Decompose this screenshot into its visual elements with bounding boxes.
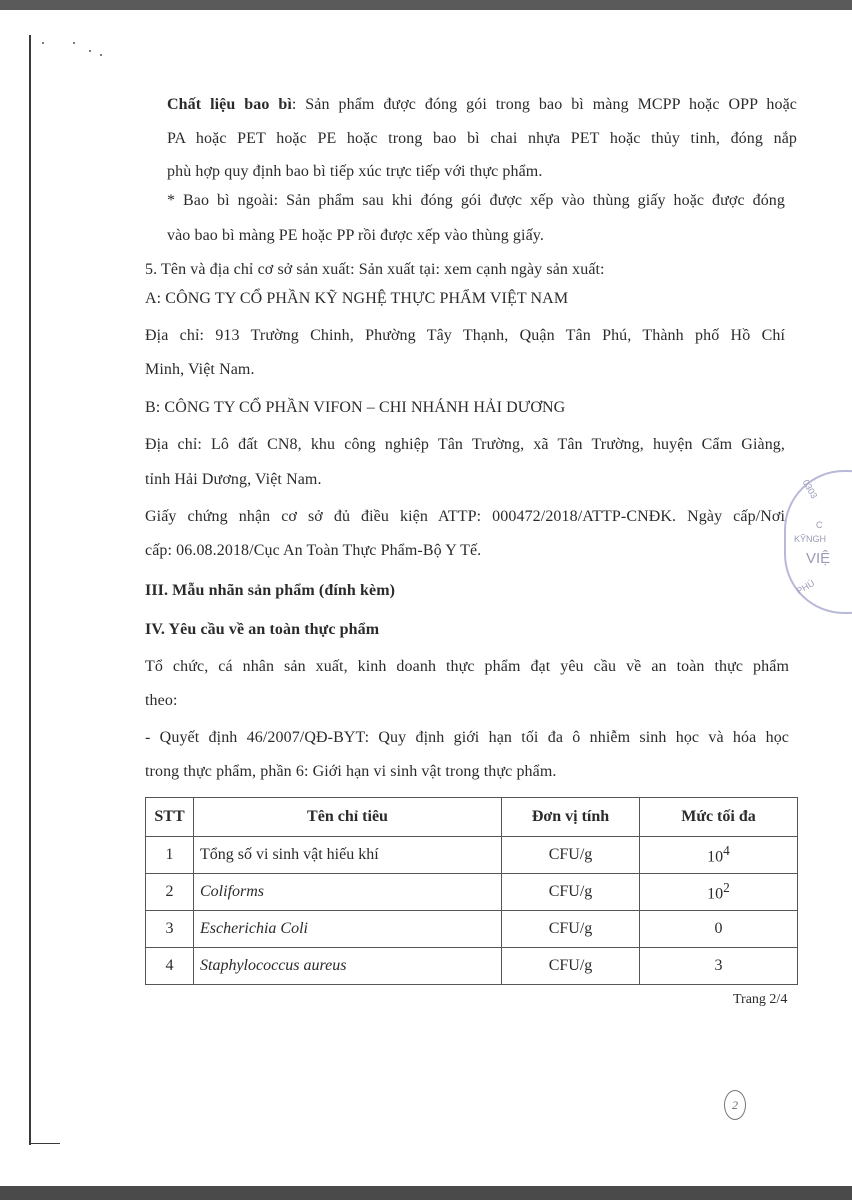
row-max-level: 3	[640, 948, 798, 985]
max-level-exponent: 2	[723, 880, 730, 896]
certificate-line-2: cấp: 06.08.2018/Cục An Toàn Thực Phẩm-Bộ Y Tế.	[145, 542, 482, 559]
table-row	[146, 874, 798, 911]
outer-packaging-line-2: vào bao bì màng PE hoặc PP rồi được xếp vào thùng giấy.	[167, 227, 544, 244]
packaging-label: Chất liệu bao bì	[167, 96, 292, 113]
header-max-level: Mức tối đa	[640, 798, 798, 837]
scan-speck	[89, 50, 91, 52]
page-bottom-rule	[29, 1143, 60, 1144]
section-4-paragraph-1b: theo:	[145, 692, 178, 709]
header-stt: STT	[146, 798, 194, 837]
scan-speck	[42, 42, 44, 44]
row-criterion: Escherichia Coli	[194, 911, 502, 948]
section-4-paragraph-1a: Tổ chức, cá nhân sản xuất, kinh doanh thực phẩm đạt yêu cầu về an toàn thực phẩm	[145, 658, 789, 675]
stamp-text: 0303	[800, 477, 820, 501]
outer-packaging-line-1: * Bao bì ngoài: Sản phẩm sau khi đóng gói được xếp vào thùng giấy hoặc được đóng	[167, 192, 785, 209]
handwritten-page-mark: 2	[724, 1090, 746, 1120]
manufacturer-heading: 5. Tên và địa chỉ cơ sở sản xuất: Sản xuất tại: xem cạnh ngày sản xuất:	[145, 261, 605, 278]
section-4-paragraph-2b: trong thực phẩm, phần 6: Giới hạn vi sinh vật trong thực phẩm.	[145, 763, 557, 780]
page-left-rule	[29, 35, 31, 1145]
packaging-line-1	[167, 96, 797, 114]
row-stt: 2	[146, 874, 194, 911]
row-unit: CFU/g	[502, 948, 640, 985]
manufacturer-a-name: A: CÔNG TY CỔ PHẦN KỸ NGHỆ THỰC PHẨM VIỆT NAM	[145, 290, 569, 307]
scan-speck	[73, 42, 75, 44]
packaging-text: : Sản phẩm được đóng gói trong bao bì màng MCPP hoặc OPP hoặc	[291, 96, 797, 113]
section-4-paragraph-2a: - Quyết định 46/2007/QĐ-BYT: Quy định giới hạn tối đa ô nhiễm sinh học và hóa học	[145, 729, 789, 746]
manufacturer-b-address-2: tỉnh Hải Dương, Việt Nam.	[145, 471, 322, 488]
microbial-limits-table	[145, 797, 798, 985]
manufacturer-b-name: B: CÔNG TY CỔ PHẦN VIFON – CHI NHÁNH HẢI DƯƠNG	[145, 399, 566, 416]
row-stt: 3	[146, 911, 194, 948]
table-row	[146, 911, 798, 948]
row-unit: CFU/g	[502, 911, 640, 948]
stamp-text: C	[816, 520, 823, 530]
table-header-row	[146, 798, 798, 837]
row-criterion: Coliforms	[194, 874, 502, 911]
header-unit: Đơn vị tính	[502, 798, 640, 837]
stamp-text: PHÚ	[794, 577, 817, 597]
row-max-level	[640, 837, 798, 874]
row-criterion: Staphylococcus aureus	[194, 948, 502, 985]
section-3-title: III. Mẫu nhãn sản phẩm (đính kèm)	[145, 582, 396, 599]
max-level-base: 10	[707, 885, 724, 903]
scan-speck	[100, 54, 102, 56]
company-seal-stamp	[784, 470, 852, 614]
row-stt: 1	[146, 837, 194, 874]
packaging-line-2: PA hoặc PET hoặc PE hoặc trong bao bì chai nhựa PET hoặc thủy tinh, đóng nắp	[167, 130, 797, 147]
section-4-title: IV. Yêu cầu về an toàn thực phẩm	[145, 621, 380, 638]
table-row	[146, 837, 798, 874]
row-max-level: 0	[640, 911, 798, 948]
manufacturer-b-address-1: Địa chỉ: Lô đất CN8, khu công nghiệp Tân Trường, xã Tân Trường, huyện Cẩm Giàng,	[145, 436, 785, 453]
scan-top-edge	[0, 0, 852, 10]
row-stt: 4	[146, 948, 194, 985]
manufacturer-a-address-2: Minh, Việt Nam.	[145, 361, 255, 378]
row-max-level	[640, 874, 798, 911]
page-number: Trang 2/4	[733, 992, 788, 1007]
certificate-line-1: Giấy chứng nhận cơ sở đủ điều kiện ATTP: 000472/2018/ATTP-CNĐK. Ngày cấp/Nơi	[145, 508, 785, 525]
stamp-text: VIỆ	[806, 550, 831, 567]
row-unit: CFU/g	[502, 837, 640, 874]
header-criterion: Tên chỉ tiêu	[194, 798, 502, 837]
row-criterion: Tổng số vi sinh vật hiếu khí	[194, 837, 502, 874]
table-row	[146, 948, 798, 985]
max-level-exponent: 4	[723, 843, 730, 859]
scan-bottom-edge	[0, 1186, 852, 1200]
packaging-line-3: phù hợp quy định bao bì tiếp xúc trực tiếp với thực phẩm.	[167, 163, 543, 180]
max-level-base: 10	[707, 848, 724, 866]
manufacturer-a-address-1: Địa chỉ: 913 Trường Chinh, Phường Tây Thạnh, Quận Tân Phú, Thành phố Hồ Chí	[145, 327, 785, 344]
stamp-text: KỸNGH	[794, 534, 827, 544]
row-unit: CFU/g	[502, 874, 640, 911]
